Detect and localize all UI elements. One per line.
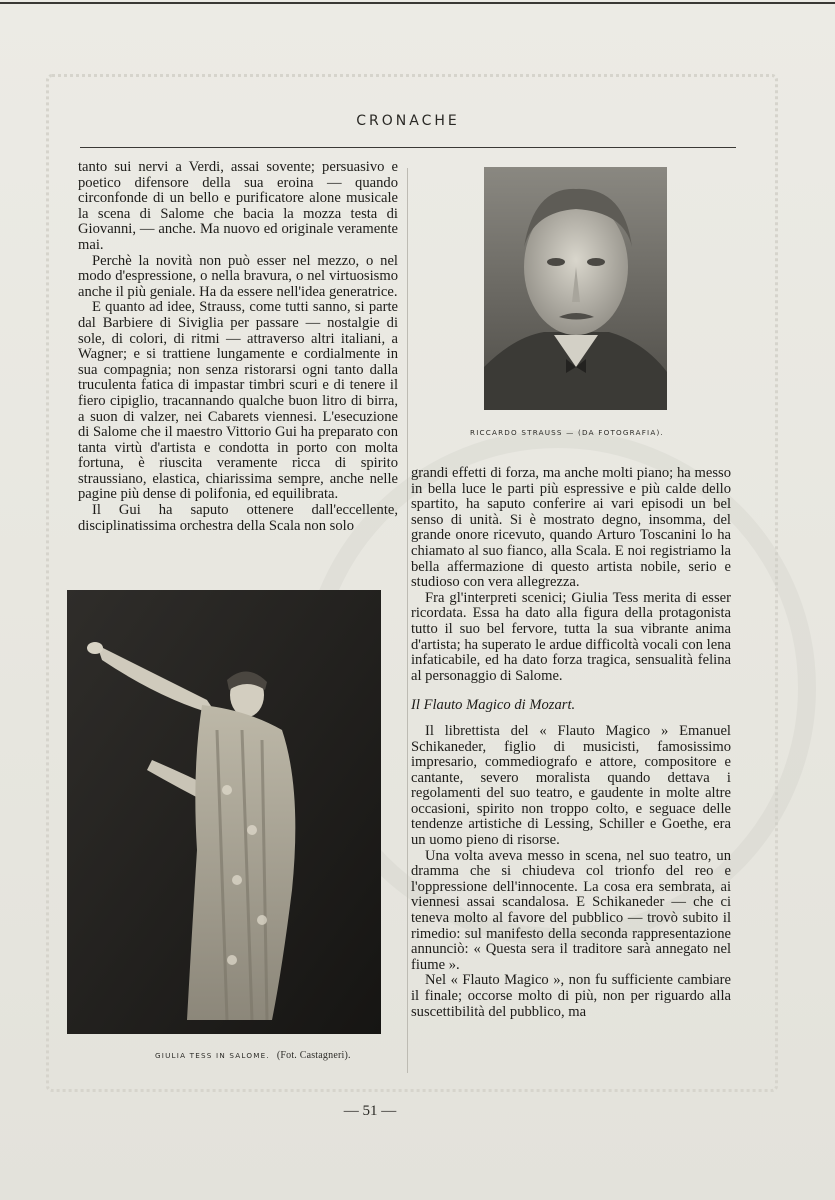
tess-caption-credit: (Fot. Castagneri). xyxy=(276,1050,351,1061)
paragraph: tanto sui nervi a Verdi, assai sovente; persuasivo e poetico difensore della sua eroina — quando circonfonde di un bello e purificatore alone musicale la scena di Salome che bacia la mozza testa di Giovanni, — anche. Ma nuovo ed originale veramente mai. xyxy=(78,159,398,253)
running-header: CRONACHE xyxy=(356,113,460,129)
header-rule xyxy=(80,147,736,148)
paragraph: Una volta aveva messo in scena, nel suo teatro, un dramma che si chiudeva col trionfo del reo e l'oppressione dell'innocente. La cosa era sembrata, ai viennesi assai scandalosa. E Schikaneder — che ci teneva molto al favore del pubblico — trovò subito il rimedio: sul manifesto della seconda rappresentazione annunciò: « Questa sera il traditore sarà annegato nel fiume ». xyxy=(411,847,731,973)
paragraph: Perchè la novità non può esser nel mezzo, o nel modo d'espressione, o nella bravura, o nel virtuosismo anche il più geniale. Ha da essere nell'idea generatrice. xyxy=(78,252,398,300)
tess-caption xyxy=(155,1050,351,1061)
right-column-text xyxy=(411,466,731,1020)
strauss-portrait-illustration xyxy=(484,167,667,410)
top-edge-rule xyxy=(0,2,835,4)
column-divider xyxy=(407,168,408,1073)
strauss-caption: RICCARDO STRAUSS — (DA FOTOGRAFIA). xyxy=(470,428,664,437)
paragraph: Fra gl'interpreti scenici; Giulia Tess merita di esser ricordata. Essa ha dato alla figura della protagonista tutto il suo bel fervore, tutta la sua vibrante anima d'artista; ha superato le ardue difficoltà vocali con lena infaticabile, ed ha dato forza tragica, sensualità felina al personaggio di Salome. xyxy=(411,589,731,684)
section-heading: Il Flauto Magico di Mozart. xyxy=(411,697,576,714)
paragraph: grandi effetti di forza, ma anche molti piano; ha messo in bella luce le parti più espressive e più calde dello spartito, ha saputo conferire ai vari episodi un bel senso di unità. Si è mostrato degno, insomma, del grande onore ricevuto, quando Arturo Toscanini lo ha chiamato al suo fianco, alla Scala. E noi registriamo la bella affermazione di questo artista nobile, serio e studioso con vera allegrezza. xyxy=(411,465,731,591)
page-number: — 51 — xyxy=(343,1103,397,1119)
paragraph: Nel « Flauto Magico », non fu sufficiente cambiare il finale; occorse molto di più, non per riguardo alla suscettibilità del pubblico, ma xyxy=(411,972,731,1020)
strauss-portrait-photo xyxy=(484,167,667,410)
left-column-text xyxy=(78,160,398,534)
paragraph: Il Gui ha saputo ottenere dall'eccellente, disciplinatissima orchestra della Scala non solo xyxy=(78,502,398,534)
paragraph: E quanto ad idee, Strauss, come tutti sanno, si parte dal Barbiere di Siviglia per passare — nostalgie di sole, di colori, di ritmi — attraverso altri italiani, a Wagner; e si trattiene lungamente e cordialmente in sua compagnia; non senza ristorarsi ogni tanto dalla truculenta fatica di impastar timbri scuri e di tenere il fiero cipiglio, tracannando qualche buon litro di birra, a suon di valzer, nei Cabarets viennesi. L'esecuzione di Salome che il maestro Vittorio Gui ha preparato con tanta virtù d'artista e condotta in porto con molta fortuna, è riuscita veramente ricca di spirito straussiano, elastica, chiarissima sempre, anche nelle pagine più dense di polifonia, ed equilibrata. xyxy=(78,299,398,503)
tess-salome-photo xyxy=(67,590,381,1034)
paragraph: Il librettista del « Flauto Magico » Emanuel Schikaneder, figlio di musicisti, famosissimo impresario, commediografo e attore, compositore e cantante, severo moralista quando dettava i regolamenti del suo teatro, e gaudente in molte altre occasioni, spirito non troppo colto, e seguace delle tendenze artistiche di Lessing, Schiller e Goethe, era un uomo pieno di risorse. xyxy=(411,722,731,849)
tess-caption-label: GIULIA TESS IN SALOME. xyxy=(155,1051,270,1060)
tess-figure-illustration xyxy=(67,590,381,1034)
